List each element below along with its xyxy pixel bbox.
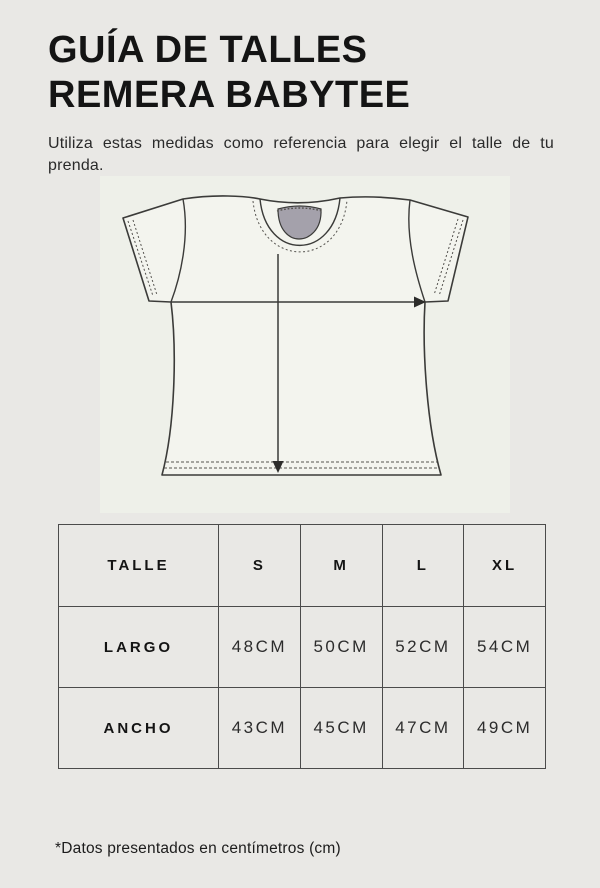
largo-m-value: 50CM	[300, 607, 382, 688]
header-size-xl: XL	[464, 525, 546, 607]
table-row-ancho	[59, 688, 546, 769]
table-row-largo	[59, 607, 546, 688]
row-label-largo: LARGO	[59, 607, 219, 688]
row-label-ancho: ANCHO	[59, 688, 219, 769]
tshirt-illustration	[100, 176, 510, 513]
page-title-line2: REMERA BABYTEE	[48, 74, 411, 116]
largo-l-value: 52CM	[382, 607, 464, 688]
ancho-m-value: 45CM	[300, 688, 382, 769]
tshirt-diagram-svg	[100, 176, 510, 513]
header-talle: TALLE	[59, 525, 219, 607]
page-title	[48, 28, 410, 118]
table-header-row	[59, 525, 546, 607]
header-size-l: L	[382, 525, 464, 607]
intro-text: Utiliza estas medidas como referencia para elegir el talle de tu prenda.	[48, 135, 554, 174]
largo-s-value: 48CM	[219, 607, 301, 688]
header-size-s: S	[219, 525, 301, 607]
ancho-l-value: 47CM	[382, 688, 464, 769]
cm-footnote: *Datos presentados en centímetros (cm)	[55, 840, 341, 857]
size-table	[58, 524, 545, 769]
ancho-s-value: 43CM	[219, 688, 301, 769]
ancho-xl-value: 49CM	[464, 688, 546, 769]
header-size-m: M	[300, 525, 382, 607]
largo-xl-value: 54CM	[464, 607, 546, 688]
page-title-line1: GUÍA DE TALLES	[48, 29, 368, 71]
